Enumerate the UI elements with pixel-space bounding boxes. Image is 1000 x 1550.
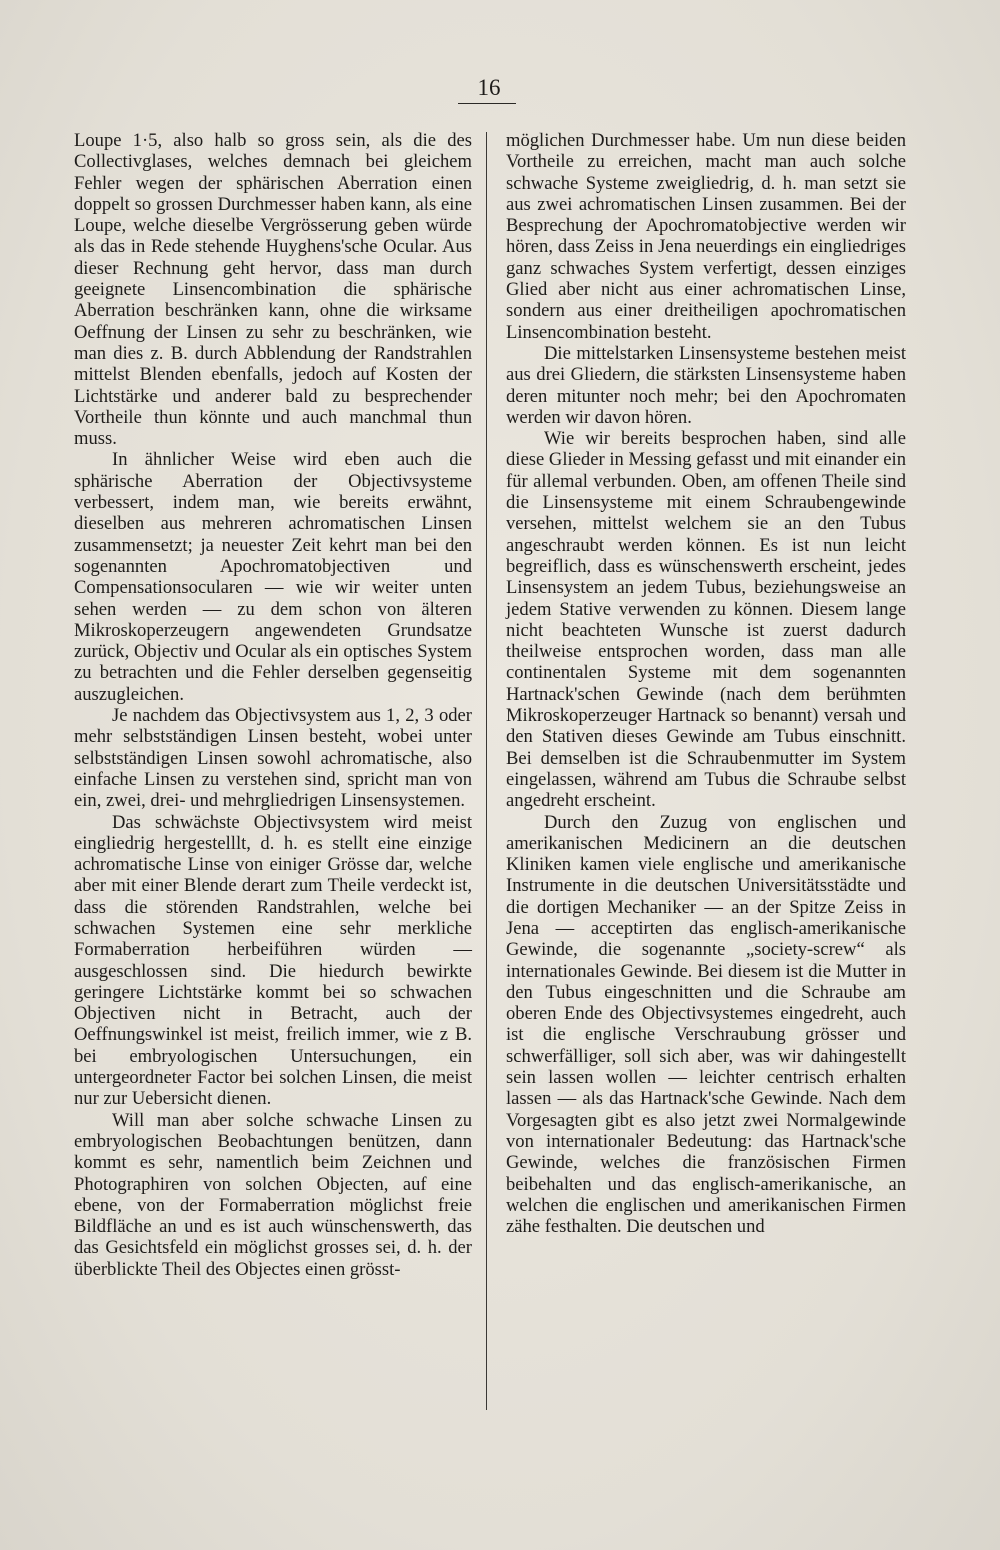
left-column [74,130,472,1280]
column-divider [486,132,487,1410]
paragraph: Will man aber solche schwache Linsen zu embryologischen Beobachtungen benützen, dann kommt es sehr, namentlich beim Zeichnen und Photographiren von solchen Objecten, auf eine ebene, von der Formaberration möglichst freie Bildfläche an und es ist auch wünschenswerth, das das Gesichtsfeld ein möglichst grosses sei, d. h. der überblickte Theil des Objectes einen grösst- [74,1109,472,1280]
paragraph: Die mittelstarken Linsensysteme bestehen meist aus drei Gliedern, die stärksten Linsensysteme haben deren mitunter noch mehr; bei den Apochromaten werden wir davon hören. [506,342,906,428]
paragraph: Wie wir bereits besprochen haben, sind alle diese Glieder in Messing gefasst und mit einander ein für allemal verbunden. Oben, am offenen Theile sind die Linsensysteme mit einem Schraubengewinde versehen, mittelst welchem sie an den Tubus angeschraubt werden können. Es ist nun leicht begreiflich, dass es wünschenswerth erscheint, jedes Linsensystem an jedem Tubus, beziehungsweise an jedem Stative verwenden zu können. Diesem lange nicht beachteten Wunsche ist zuerst dadurch theilweise entsprochen worden, dass man alle continentalen Systeme mit dem sogenannten Hartnack'schen Gewinde (nach dem berühmten Mikroskoperzeuger Hartnack so benannt) versah und den Stativen dieses Gewinde am Tubus einschnitt. Bei demselben ist die Schraubenmutter im System eingelassen, während am Tubus die Schraube selbst angedreht erscheint. [506,428,906,812]
paragraph: Durch den Zuzug von englischen und amerikanischen Medicinern an die deutschen Kliniken kamen viele englische und amerikanische Instrumente in die deutschen Universitätsstädte und die dortigen Mechaniker — an der Spitze Zeiss in Jena — acceptirten das englisch-amerikanische Gewinde, die sogenannte „society-screw“ als internationales Gewinde. Bei diesem ist die Mutter in den Tubus eingeschnitten und die Schraube am oberen Ende des Objectivsystemes eingedreht, auch ist die englische Verschraubung grösser und schwerfälliger, soll sich aber, was wir dahingestellt sein lassen wollen — leichter centrisch erhalten lassen — als das Hartnack'sche Gewinde. Nach dem Vorgesagten gibt es also jetzt zwei Normalgewinde von internationaler Bedeutung: das Hartnack'sche Gewinde, welches die französischen Firmen beibehalten und das englisch-amerikanische, an welchen die englischen und amerikanischen Firmen zähe festhalten. Die deutschen und [506,811,906,1238]
paragraph: In ähnlicher Weise wird eben auch die sphärische Aberration der Objectivsysteme verbessert, indem man, wie bereits erwähnt, dieselben aus mehreren achromatischen Linsen zusammensetzt; ja neuester Zeit kehrt man bei den sogenannten Apochromatobjectiven und Compensationsocularen — wie wir weiter unten sehen werden — zu dem schon von älteren Mikroskoperzeugern angewendeten Grundsatze zurück, Objectiv und Ocular als ein optisches System zu betrachten und die Fehler derselben gegenseitig auszugleichen. [74,449,472,705]
page-number: 16 [477,75,501,100]
page-number-rule [458,103,516,104]
paragraph: Je nachdem das Objectivsystem aus 1, 2, 3 oder mehr selbstständigen Linsen besteht, wobei unter selbstständigen Linsen sowohl achromatische, also einfache Linsen zu verstehen sind, spricht man von ein, zwei, drei- und mehrgliedrigen Linsensystemen. [74,705,472,812]
paragraph: Loupe 1·5, also halb so gross sein, als die des Collectivglases, welches demnach bei gleichem Fehler wegen der sphärischen Aberration einen doppelt so grossen Durchmesser haben kann, als eine Loupe, welche dieselbe Vergrösserung geben würde als das in Rede stehende Huyghens'sche Ocular. Aus dieser Rechnung geht hervor, dass man durch geeignete Linsencombination die sphärische Aberration beschränken kann, ohne die wirksame Oeffnung der Linsen zu sehr zu beschränken, wie man dies z. B. durch Abblendung der Randstrahlen mittelst Blenden ebenfalls, jedoch auf Kosten der Lichtstärke und anderer bald zu besprechender Vortheile thun könnte und auch manchmal thun muss. [74,130,472,450]
right-column [506,130,906,1237]
paragraph: möglichen Durchmesser habe. Um nun diese beiden Vortheile zu erreichen, macht man auch solche schwache Systeme zweigliedrig, d. h. man setzt sie aus zwei achromatischen Linsen zusammen. Bei der Besprechung der Apochromatobjective werden wir hören, dass Zeiss in Jena neuerdings ein eingliedriges ganz schwaches System verfertigt, dessen einziges Glied aber nicht aus einer achromatischen Linse, sondern aus einer dreitheiligen apochromatischen Linsencombination besteht. [506,130,906,343]
paragraph: Das schwächste Objectivsystem wird meist eingliedrig hergestelllt, d. h. es stellt eine einzige achromatische Linse von einiger Grösse dar, welche aber mit einer Blende derart zum Theile verdeckt ist, dass die störenden Randstrahlen, welche bei schwachen Systemen eine sehr merkliche Formaberration herbeiführen würden — ausgeschlossen sind. Die hiedurch bewirkte geringere Lichtstärke kommt bei so schwachen Objectiven nicht in Betracht, auch der Oeffnungswinkel ist meist, freilich immer, wie z B. bei embryologischen Untersuchungen, ein untergeordneter Factor bei solchen Linsen, die meist nur zur Uebersicht dienen. [74,811,472,1110]
